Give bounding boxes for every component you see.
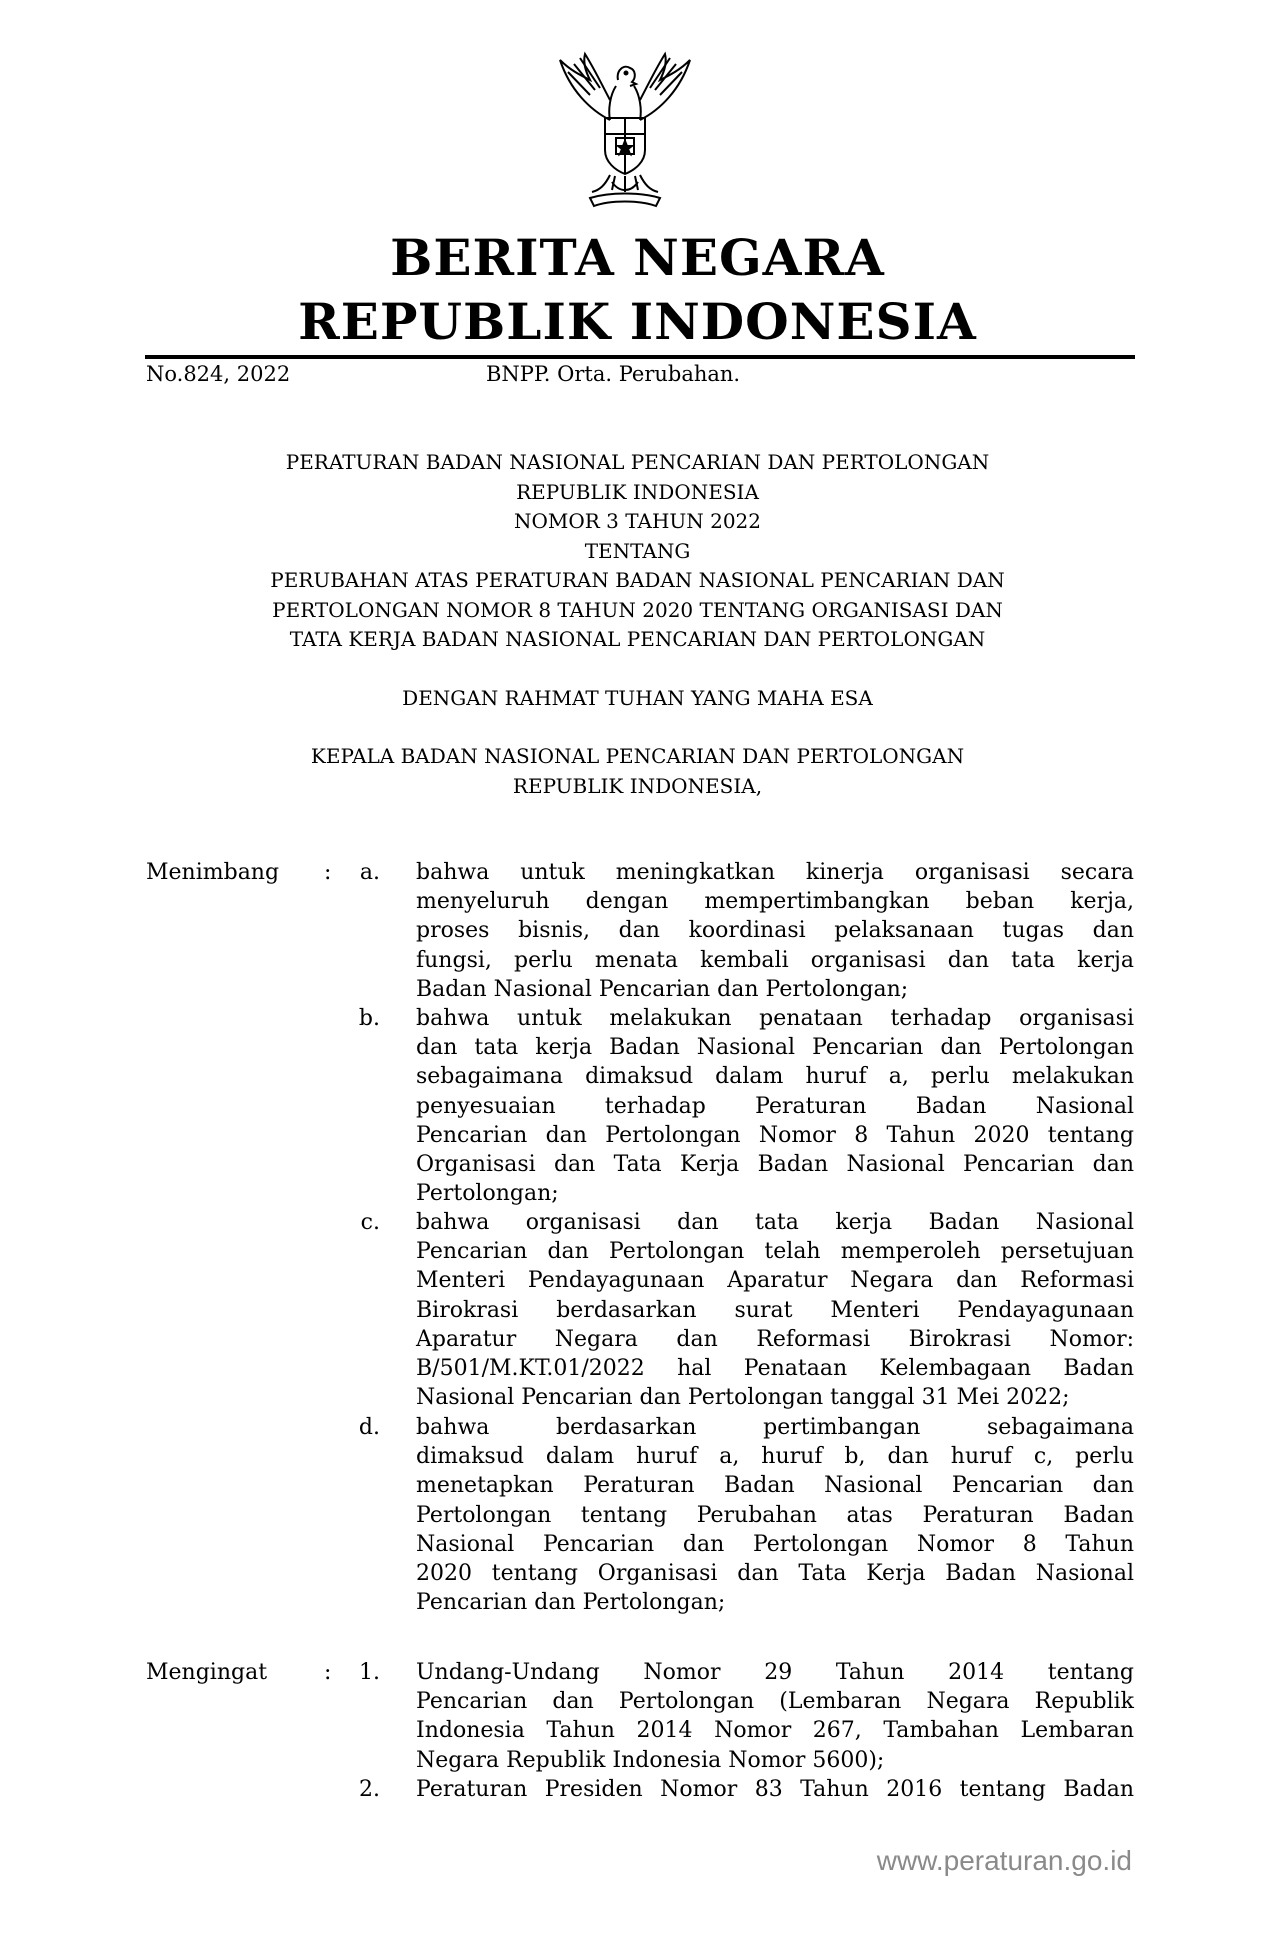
item-text xyxy=(416,1775,1134,1804)
text-line: B/501/M.KT.01/2022 hal Penataan Kelembagaan Badan xyxy=(416,1355,1134,1381)
text-line: Badan Nasional Pencarian dan Pertolongan; xyxy=(416,976,909,1002)
text-line: penyesuaian terhadap Peraturan Badan Nasional xyxy=(416,1093,1134,1119)
text-line: menyeluruh dengan mempertimbangkan beban kerja, xyxy=(416,889,1134,915)
text-line: bahwa untuk melakukan penataan terhadap organisasi xyxy=(416,1006,1134,1031)
text-line: Nasional Pencarian dan Pertolongan tanggal 31 Mei 2022; xyxy=(416,1385,1070,1411)
text-line: Pencarian dan Pertolongan (Lembaran Negara Republik xyxy=(416,1689,1134,1715)
text-line: sebagaimana dimaksud dalam huruf a, perlu melakukan xyxy=(416,1064,1134,1090)
text-line: Undang-Undang Nomor 29 Tahun 2014 tentang xyxy=(416,1660,1134,1685)
text-line: bahwa organisasi dan tata kerja Badan Nasional xyxy=(416,1210,1134,1235)
text-line: Organisasi dan Tata Kerja Badan Nasional Pencarian dan xyxy=(416,1151,1134,1177)
masthead-title: BERITA NEGARA xyxy=(390,228,885,287)
masthead-subtitle: REPUBLIK INDONESIA xyxy=(298,292,977,351)
text-line: fungsi, perlu menata kembali organisasi dan tata kerja xyxy=(416,947,1134,973)
text-line: Birokrasi berdasarkan surat Menteri Pendayagunaan xyxy=(416,1297,1134,1323)
authority-line: KEPALA BADAN NASIONAL PENCARIAN DAN PERTOLONGAN xyxy=(310,744,965,768)
item-text xyxy=(416,1208,1134,1412)
item-marker: c. xyxy=(360,1210,380,1235)
text-line: Pertolongan tentang Perubahan atas Peraturan Badan xyxy=(416,1502,1134,1528)
gazette-number: No.824, 2022 xyxy=(146,362,291,386)
title-line: PERATURAN BADAN NASIONAL PENCARIAN DAN PERTOLONGAN xyxy=(285,450,990,474)
invocation-text: DENGAN RAHMAT TUHAN YANG MAHA ESA xyxy=(402,686,873,710)
item-marker: 2. xyxy=(359,1777,380,1802)
text-line: Negara Republik Indonesia Nomor 5600); xyxy=(416,1747,885,1773)
regulation-title xyxy=(0,448,1275,655)
text-line: Pencarian dan Pertolongan Nomor 8 Tahun 2020 tentang xyxy=(416,1122,1134,1148)
masthead-divider xyxy=(145,355,1135,359)
title-line: TENTANG xyxy=(584,538,691,563)
text-line: Pertolongan; xyxy=(416,1181,559,1207)
authority-line: REPUBLIK INDONESIA, xyxy=(512,773,763,798)
section-label: Mengingat xyxy=(146,1660,268,1685)
section-colon: : xyxy=(324,1660,332,1685)
garuda-emblem-icon xyxy=(550,50,700,215)
section-colon: : xyxy=(324,860,332,885)
text-line: Nasional Pencarian dan Pertolongan Nomor 8 Tahun xyxy=(416,1531,1134,1557)
item-text xyxy=(416,1413,1134,1617)
text-line: dan tata kerja Badan Nasional Pencarian dan Pertolongan xyxy=(416,1035,1134,1061)
text-line: Peraturan Presiden Nomor 83 Tahun 2016 tentang Badan xyxy=(416,1777,1134,1802)
issuing-authority xyxy=(0,742,1275,801)
title-line: PERTOLONGAN NOMOR 8 TAHUN 2020 TENTANG ORGANISASI DAN xyxy=(272,597,1003,622)
section-label: Menimbang xyxy=(146,860,280,885)
item-marker: d. xyxy=(358,1415,380,1440)
text-line: Menteri Pendayagunaan Aparatur Negara dan Reformasi xyxy=(416,1268,1134,1294)
text-line: bahwa berdasarkan pertimbangan sebagaimana xyxy=(416,1415,1134,1440)
item-marker: a. xyxy=(359,860,380,885)
title-line: REPUBLIK INDONESIA xyxy=(516,479,759,504)
text-line: bahwa untuk meningkatkan kinerja organisasi secara xyxy=(416,860,1134,885)
text-line: proses bisnis, dan koordinasi pelaksanaan tugas dan xyxy=(416,918,1134,944)
title-line: NOMOR 3 TAHUN 2022 xyxy=(513,509,761,533)
title-line: PERUBAHAN ATAS PERATURAN BADAN NASIONAL PENCARIAN DAN xyxy=(270,568,1005,592)
item-marker: 1. xyxy=(359,1660,380,1685)
item-text xyxy=(416,858,1134,1004)
item-text xyxy=(416,1658,1134,1775)
invocation xyxy=(0,684,1275,714)
text-line: menetapkan Peraturan Badan Nasional Pencarian dan xyxy=(416,1473,1134,1499)
title-line: TATA KERJA BADAN NASIONAL PENCARIAN DAN PERTOLONGAN xyxy=(289,627,986,651)
text-line: 2020 tentang Organisasi dan Tata Kerja Badan Nasional xyxy=(416,1560,1134,1586)
text-line: Indonesia Tahun 2014 Nomor 267, Tambahan Lembaran xyxy=(416,1718,1134,1744)
item-marker: b. xyxy=(358,1006,380,1031)
text-line: dimaksud dalam huruf a, huruf b, dan huruf c, perlu xyxy=(416,1444,1134,1470)
item-text xyxy=(416,1004,1134,1208)
gazette-subject: BNPP. Orta. Perubahan. xyxy=(486,362,741,386)
footer-url[interactable]: www.peraturan.go.id xyxy=(876,1845,1132,1876)
text-line: Aparatur Negara dan Reformasi Birokrasi Nomor: xyxy=(416,1326,1134,1352)
text-line: Pencarian dan Pertolongan telah memperoleh persetujuan xyxy=(416,1239,1134,1265)
text-line: Pencarian dan Pertolongan; xyxy=(416,1590,726,1616)
